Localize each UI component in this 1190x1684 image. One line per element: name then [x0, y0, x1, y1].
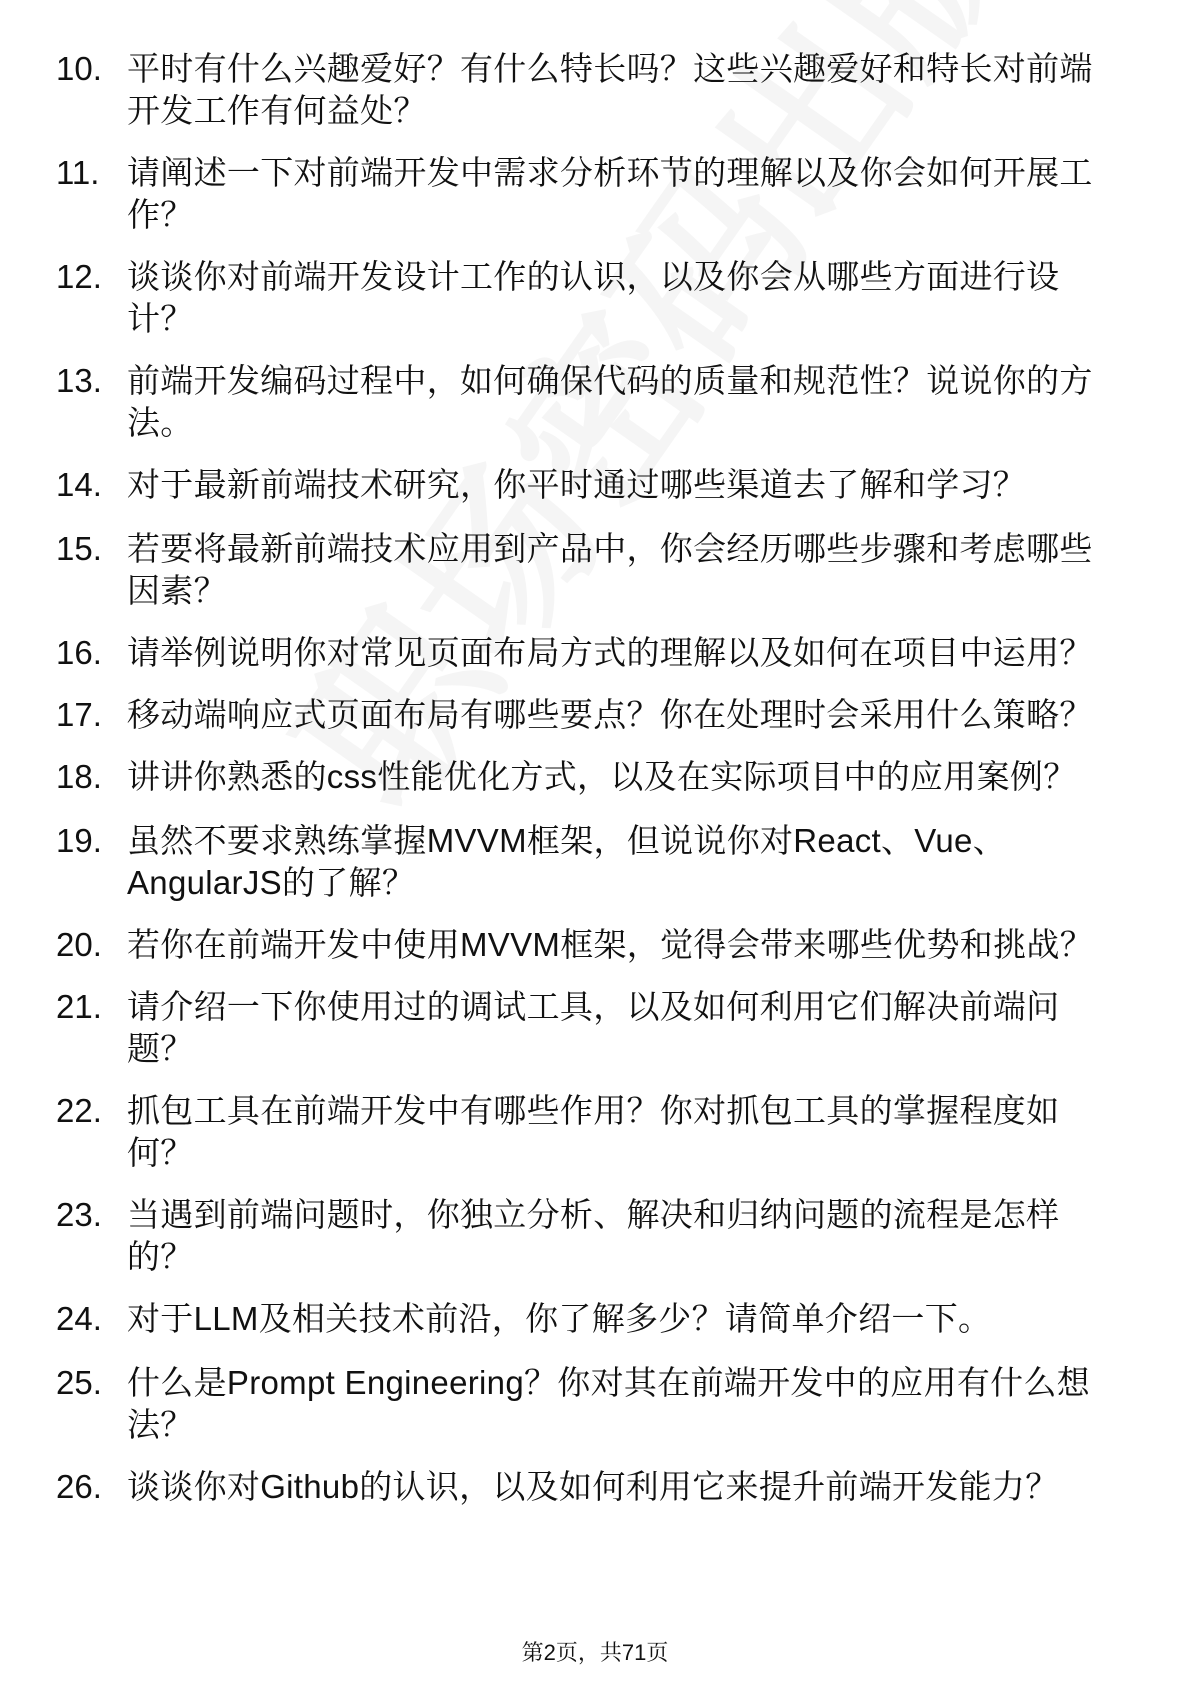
- question-number: 13.: [56, 362, 102, 399]
- question-number: 14.: [56, 466, 102, 503]
- question-text: 若你在前端开发中使用MVVM框架，觉得会带来哪些优势和挑战？: [127, 926, 1093, 963]
- question-text: 请阐述一下对前端开发中需求分析环节的理解以及你会如何开展工作？: [127, 154, 1093, 233]
- question-number: 24.: [56, 1300, 102, 1337]
- question-number: 25.: [56, 1364, 102, 1401]
- question-number: 19.: [56, 822, 102, 859]
- question-number: 12.: [56, 258, 102, 295]
- question-item: [0, 1090, 1190, 1174]
- question-item: [0, 256, 1190, 340]
- question-number: 22.: [56, 1092, 102, 1129]
- question-text: 对于LLM及相关技术前沿，你了解多少？请简单介绍一下。: [127, 1300, 992, 1337]
- question-list: [0, 48, 1190, 1530]
- question-text: 移动端响应式页面布局有哪些要点？你在处理时会采用什么策略？: [127, 696, 1093, 733]
- question-text: 谈谈你对Github的认识，以及如何利用它来提升前端开发能力？: [127, 1468, 1059, 1505]
- question-item: [0, 1298, 1190, 1340]
- question-number: 15.: [56, 530, 102, 567]
- question-text: 平时有什么兴趣爱好？有什么特长吗？这些兴趣爱好和特长对前端开发工作有何益处？: [127, 50, 1093, 129]
- question-text: 对于最新前端技术研究，你平时通过哪些渠道去了解和学习？: [127, 466, 1027, 503]
- question-item: [0, 360, 1190, 444]
- question-text: 请举例说明你对常见页面布局方式的理解以及如何在项目中运用？: [127, 634, 1093, 671]
- question-text: 什么是Prompt Engineering？你对其在前端开发中的应用有什么想法？: [127, 1364, 1091, 1443]
- question-number: 16.: [56, 634, 102, 671]
- question-item: [0, 694, 1190, 736]
- question-item: [0, 756, 1190, 798]
- question-item: [0, 528, 1190, 612]
- question-number: 18.: [56, 758, 102, 795]
- question-text: 若要将最新前端技术应用到产品中，你会经历哪些步骤和考虑哪些因素？: [127, 530, 1093, 609]
- question-text: 请介绍一下你使用过的调试工具，以及如何利用它们解决前端问题？: [127, 988, 1060, 1067]
- question-item: [0, 820, 1190, 904]
- page-footer: 第2页，共71页: [521, 1640, 669, 1665]
- question-number: 17.: [56, 696, 102, 733]
- question-text: 前端开发编码过程中，如何确保代码的质量和规范性？说说你的方法。: [127, 362, 1093, 441]
- question-item: [0, 632, 1190, 674]
- question-item: [0, 1362, 1190, 1446]
- question-number: 11.: [56, 154, 100, 191]
- question-text: 虽然不要求熟练掌握MVVM框架，但说说你对React、Vue、AngularJS的了解？: [127, 822, 1006, 901]
- question-text: 谈谈你对前端开发设计工作的认识，以及你会从哪些方面进行设计？: [127, 258, 1060, 337]
- question-item: [0, 1466, 1190, 1508]
- question-item: [0, 924, 1190, 966]
- question-number: 10.: [56, 50, 102, 87]
- question-text: 当遇到前端问题时，你独立分析、解决和归纳问题的流程是怎样的？: [127, 1196, 1060, 1275]
- question-number: 23.: [56, 1196, 102, 1233]
- question-item: [0, 986, 1190, 1070]
- question-item: [0, 1194, 1190, 1278]
- question-number: 20.: [56, 926, 102, 963]
- question-number: 26.: [56, 1468, 102, 1505]
- question-item: [0, 464, 1190, 506]
- question-text: 抓包工具在前端开发中有哪些作用？你对抓包工具的掌握程度如何？: [127, 1092, 1060, 1171]
- question-number: 21.: [56, 988, 102, 1025]
- question-text: 讲讲你熟悉的css性能优化方式，以及在实际项目中的应用案例？: [127, 758, 1077, 795]
- question-item: [0, 152, 1190, 236]
- question-item: [0, 48, 1190, 132]
